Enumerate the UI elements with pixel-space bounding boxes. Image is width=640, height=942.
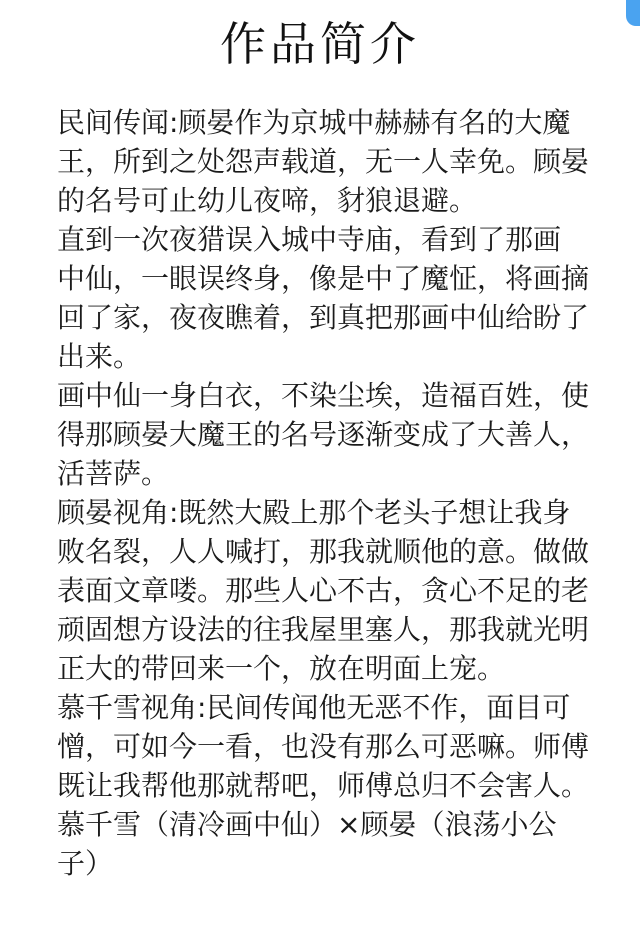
synopsis-line: 慕千雪（清冷画中仙）×顾晏（浪荡小公	[57, 808, 557, 841]
synopsis-line: 败名裂，人人喊打，那我就顺他的意。做做	[57, 535, 590, 568]
synopsis-line: 表面文章喽。那些人心不古，贪心不足的老	[57, 574, 590, 607]
synopsis-line: 王，所到之处怨声载道，无一人幸免。顾晏	[57, 145, 590, 178]
synopsis-line: 回了家，夜夜瞧着，到真把那画中仙给盼了	[57, 301, 590, 334]
page-title: 作品简介	[220, 17, 420, 71]
synopsis-line: 出来。	[57, 340, 142, 373]
synopsis-line: 活菩萨。	[57, 457, 170, 490]
synopsis-line: 憎，可如今一看，也没有那么可恶嘛。师傅	[57, 730, 590, 763]
synopsis-line: 正大的带回来一个，放在明面上宠。	[57, 652, 506, 685]
synopsis-line: 子）	[57, 847, 114, 880]
synopsis-line: 画中仙一身白衣，不染尘埃，造福百姓，使	[57, 379, 590, 412]
synopsis-line: 中仙，一眼误终身，像是中了魔怔，将画摘	[57, 262, 590, 295]
synopsis-line: 顽固想方设法的往我屋里塞人，那我就光明	[57, 613, 590, 646]
synopsis-line: 得那顾晏大魔王的名号逐渐变成了大善人，	[57, 418, 590, 451]
synopsis-line: 既让我帮他那就帮吧，师傅总归不会害人。	[57, 769, 590, 802]
synopsis-line: 直到一次夜猎误入城中寺庙，看到了那画	[57, 223, 562, 256]
synopsis-body	[57, 103, 617, 883]
synopsis-line: 的名号可止幼儿夜啼，豺狼退避。	[57, 184, 478, 217]
synopsis-line: 慕千雪视角:民间传闻他无恶不作，面目可	[57, 691, 571, 724]
synopsis-line: 顾晏视角:既然大殿上那个老头子想让我身	[57, 496, 571, 529]
synopsis-line: 民间传闻:顾晏作为京城中赫赫有名的大魔	[57, 106, 571, 139]
